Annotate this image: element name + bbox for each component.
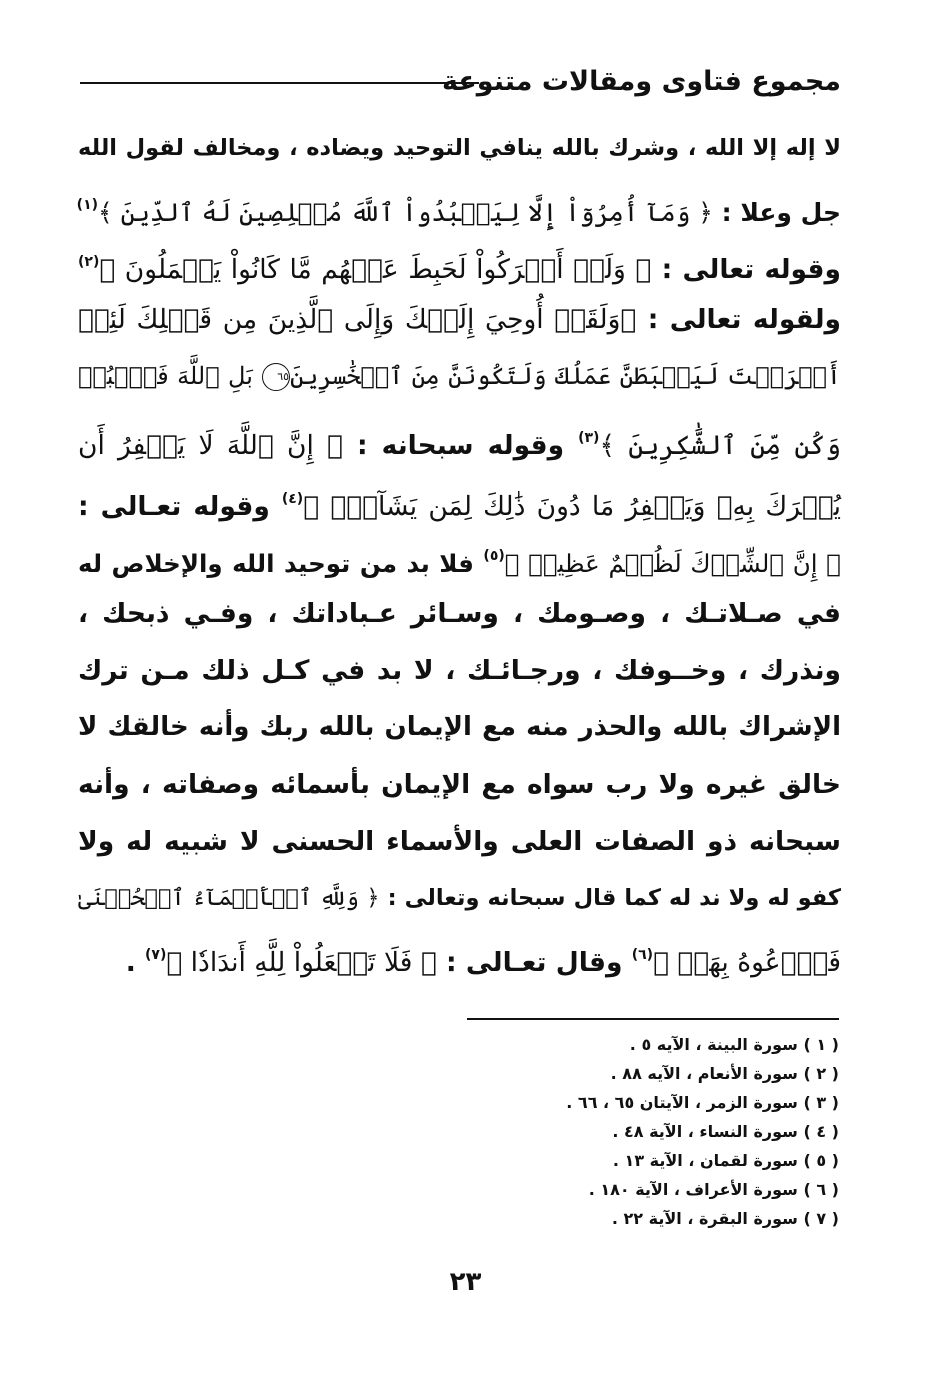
quran-verse: بَلِ ٱللَّهَ فَٱعۡبُدۡ: [78, 362, 253, 390]
footnote-item: ( ١ ) سورة البينة ، الآيه ٥ .: [629, 1035, 839, 1054]
text-line: [78, 234, 841, 291]
main-text: [78, 120, 841, 984]
quran-verse: ﴿ وَمَآ أُمِرُوٓاْ إِلَّا لِيَعۡبُدُواْ ٱللَّهَ مُخۡلِصِينَ لَهُ ٱلدِّينَ ﴾: [98, 198, 713, 227]
page-number: ٢٣: [449, 1267, 482, 1297]
body-text-segment: .: [125, 947, 145, 978]
text-line: [78, 291, 841, 348]
footnote-item: ( ٣ ) سورة الزمر ، الآيتان ٦٥ ، ٦٦ .: [566, 1093, 839, 1112]
body-text-segment: وقوله تعالى :: [651, 254, 841, 285]
footnote-item: ( ٥ ) سورة لقمان ، الآية ١٣ .: [612, 1151, 839, 1170]
body-text-segment: جل وعلا :: [712, 198, 841, 227]
quran-verse: وَكُن مِّنَ ٱلشَّٰكِرِينَ ﴾: [599, 430, 841, 461]
body-text-segment: ولقوله تعالى :: [636, 304, 841, 335]
text-line: [78, 471, 841, 528]
footnote-item: ( ٤ ) سورة النساء ، الآية ٤٨ .: [612, 1122, 839, 1141]
body-text-segment: وقوله تعـالى :: [78, 491, 282, 522]
footnote-reference: (٢): [78, 254, 100, 270]
footnote-reference: (٤): [281, 491, 304, 507]
body-text-segment: سبحانه ذو الصفات العلى والأسماء الحسنى لا شبيه له ولا: [78, 826, 841, 857]
text-line: [78, 528, 841, 585]
quran-verse: ﴿ وَلِلَّهِ ٱلۡأَسۡمَآءُ ٱلۡحُسۡنَىٰ: [78, 885, 380, 911]
text-line: [78, 927, 841, 984]
footnote-reference: (٧): [144, 947, 167, 963]
footnote-reference: (٥): [483, 548, 505, 564]
quran-verse: ﴿ وَلَوۡ أَشۡرَكُواْ لَحَبِطَ عَنۡهُم مَّا كَانُواْ يَعۡمَلُونَ ﴾: [99, 254, 652, 285]
text-line: [78, 405, 841, 471]
quran-verse: فَٱدۡعُوهُ بِهَاۖ ﴾: [653, 947, 841, 978]
body-text-segment: ونذرك ، وخــوفك ، ورجـائـك ، لا بد في كـل ذلك مـن ترك: [78, 655, 841, 686]
footnote-reference: (٦): [631, 947, 654, 963]
text-line: [78, 348, 841, 405]
body-text-segment: فلا بد من توحيد الله والإخلاص له: [78, 549, 484, 578]
text-line: [78, 585, 841, 642]
footnote-item: ( ٢ ) سورة الأنعام ، الآيه ٨٨ .: [610, 1064, 839, 1083]
text-line: [78, 699, 841, 756]
footnotes-list: [467, 1030, 839, 1233]
body-text-segment: وقال تعـالى :: [436, 947, 632, 978]
quran-verse: يُشۡرَكَ بِهِۦ وَيَغۡفِرُ مَا دُونَ ذَٰلِكَ لِمَن يَشَآءُۚ ﴾: [303, 491, 841, 522]
text-line: [78, 870, 841, 927]
ayah-number-marker: ٦٥: [262, 363, 290, 391]
body-text-segment: لا إله إلا الله ، وشرك بالله ينافي التوحيد ويضاده ، ومخالف لقول الله: [78, 135, 841, 161]
quran-verse: ﴿ فَلَا تَجۡعَلُواْ لِلَّهِ أَندَادٗا ﴾: [166, 947, 437, 978]
running-header: [80, 60, 841, 110]
body-text-segment: في صـلاتـك ، وصـومك ، وسـائر عـباداتك ، وفـي ذبحك ،: [78, 598, 841, 629]
footnote-reference: (٣): [578, 430, 600, 446]
quran-verse: ﴿وَلَقَدۡ أُوحِيَ إِلَيۡكَ وَإِلَى ٱلَّذِينَ مِن قَبۡلِكَ لَئِنۡ: [78, 304, 637, 335]
body-text-segment: الإشراك بالله والحذر منه مع الإيمان بالله ربك وأنه خالقك لا: [78, 712, 841, 742]
header-rule: [80, 82, 479, 84]
body-text-segment: كفو له ولا ند له كما قال سبحانه وتعالى :: [379, 885, 841, 911]
text-line: [78, 642, 841, 699]
footnote-item: ( ٧ ) سورة البقرة ، الآية ٢٢ .: [611, 1209, 839, 1228]
footnote-reference: (١): [76, 197, 99, 213]
body-text-segment: خالق غيره ولا رب سواه مع الإيمان بأسمائه وصفاته ، وأنه: [78, 769, 841, 800]
running-header-title: مجموع فتاوى ومقالات متنوعة: [441, 66, 841, 97]
quran-verse: أَشۡرَكۡتَ لَيَحۡبَطَنَّ عَمَلُكَ وَلَتَكُونَنَّ مِنَ ٱلۡخَٰسِرِينَ: [290, 362, 841, 390]
quran-verse: ﴿ إِنَّ ٱللَّهَ لَا يَغۡفِرُ أَن: [78, 430, 343, 461]
quran-verse: ﴿ إِنَّ ٱلشِّرۡكَ لَظُلۡمٌ عَظِيمٞ ﴾: [504, 549, 841, 578]
text-line: [78, 756, 841, 813]
body-text-segment: وقوله سبحانه :: [342, 430, 579, 461]
footnote-item: ( ٦ ) سورة الأعراف ، الآية ١٨٠ .: [588, 1180, 839, 1199]
text-line: [78, 813, 841, 870]
footnote-separator: [467, 1018, 839, 1020]
text-line: [78, 177, 841, 234]
text-line: [78, 120, 841, 177]
